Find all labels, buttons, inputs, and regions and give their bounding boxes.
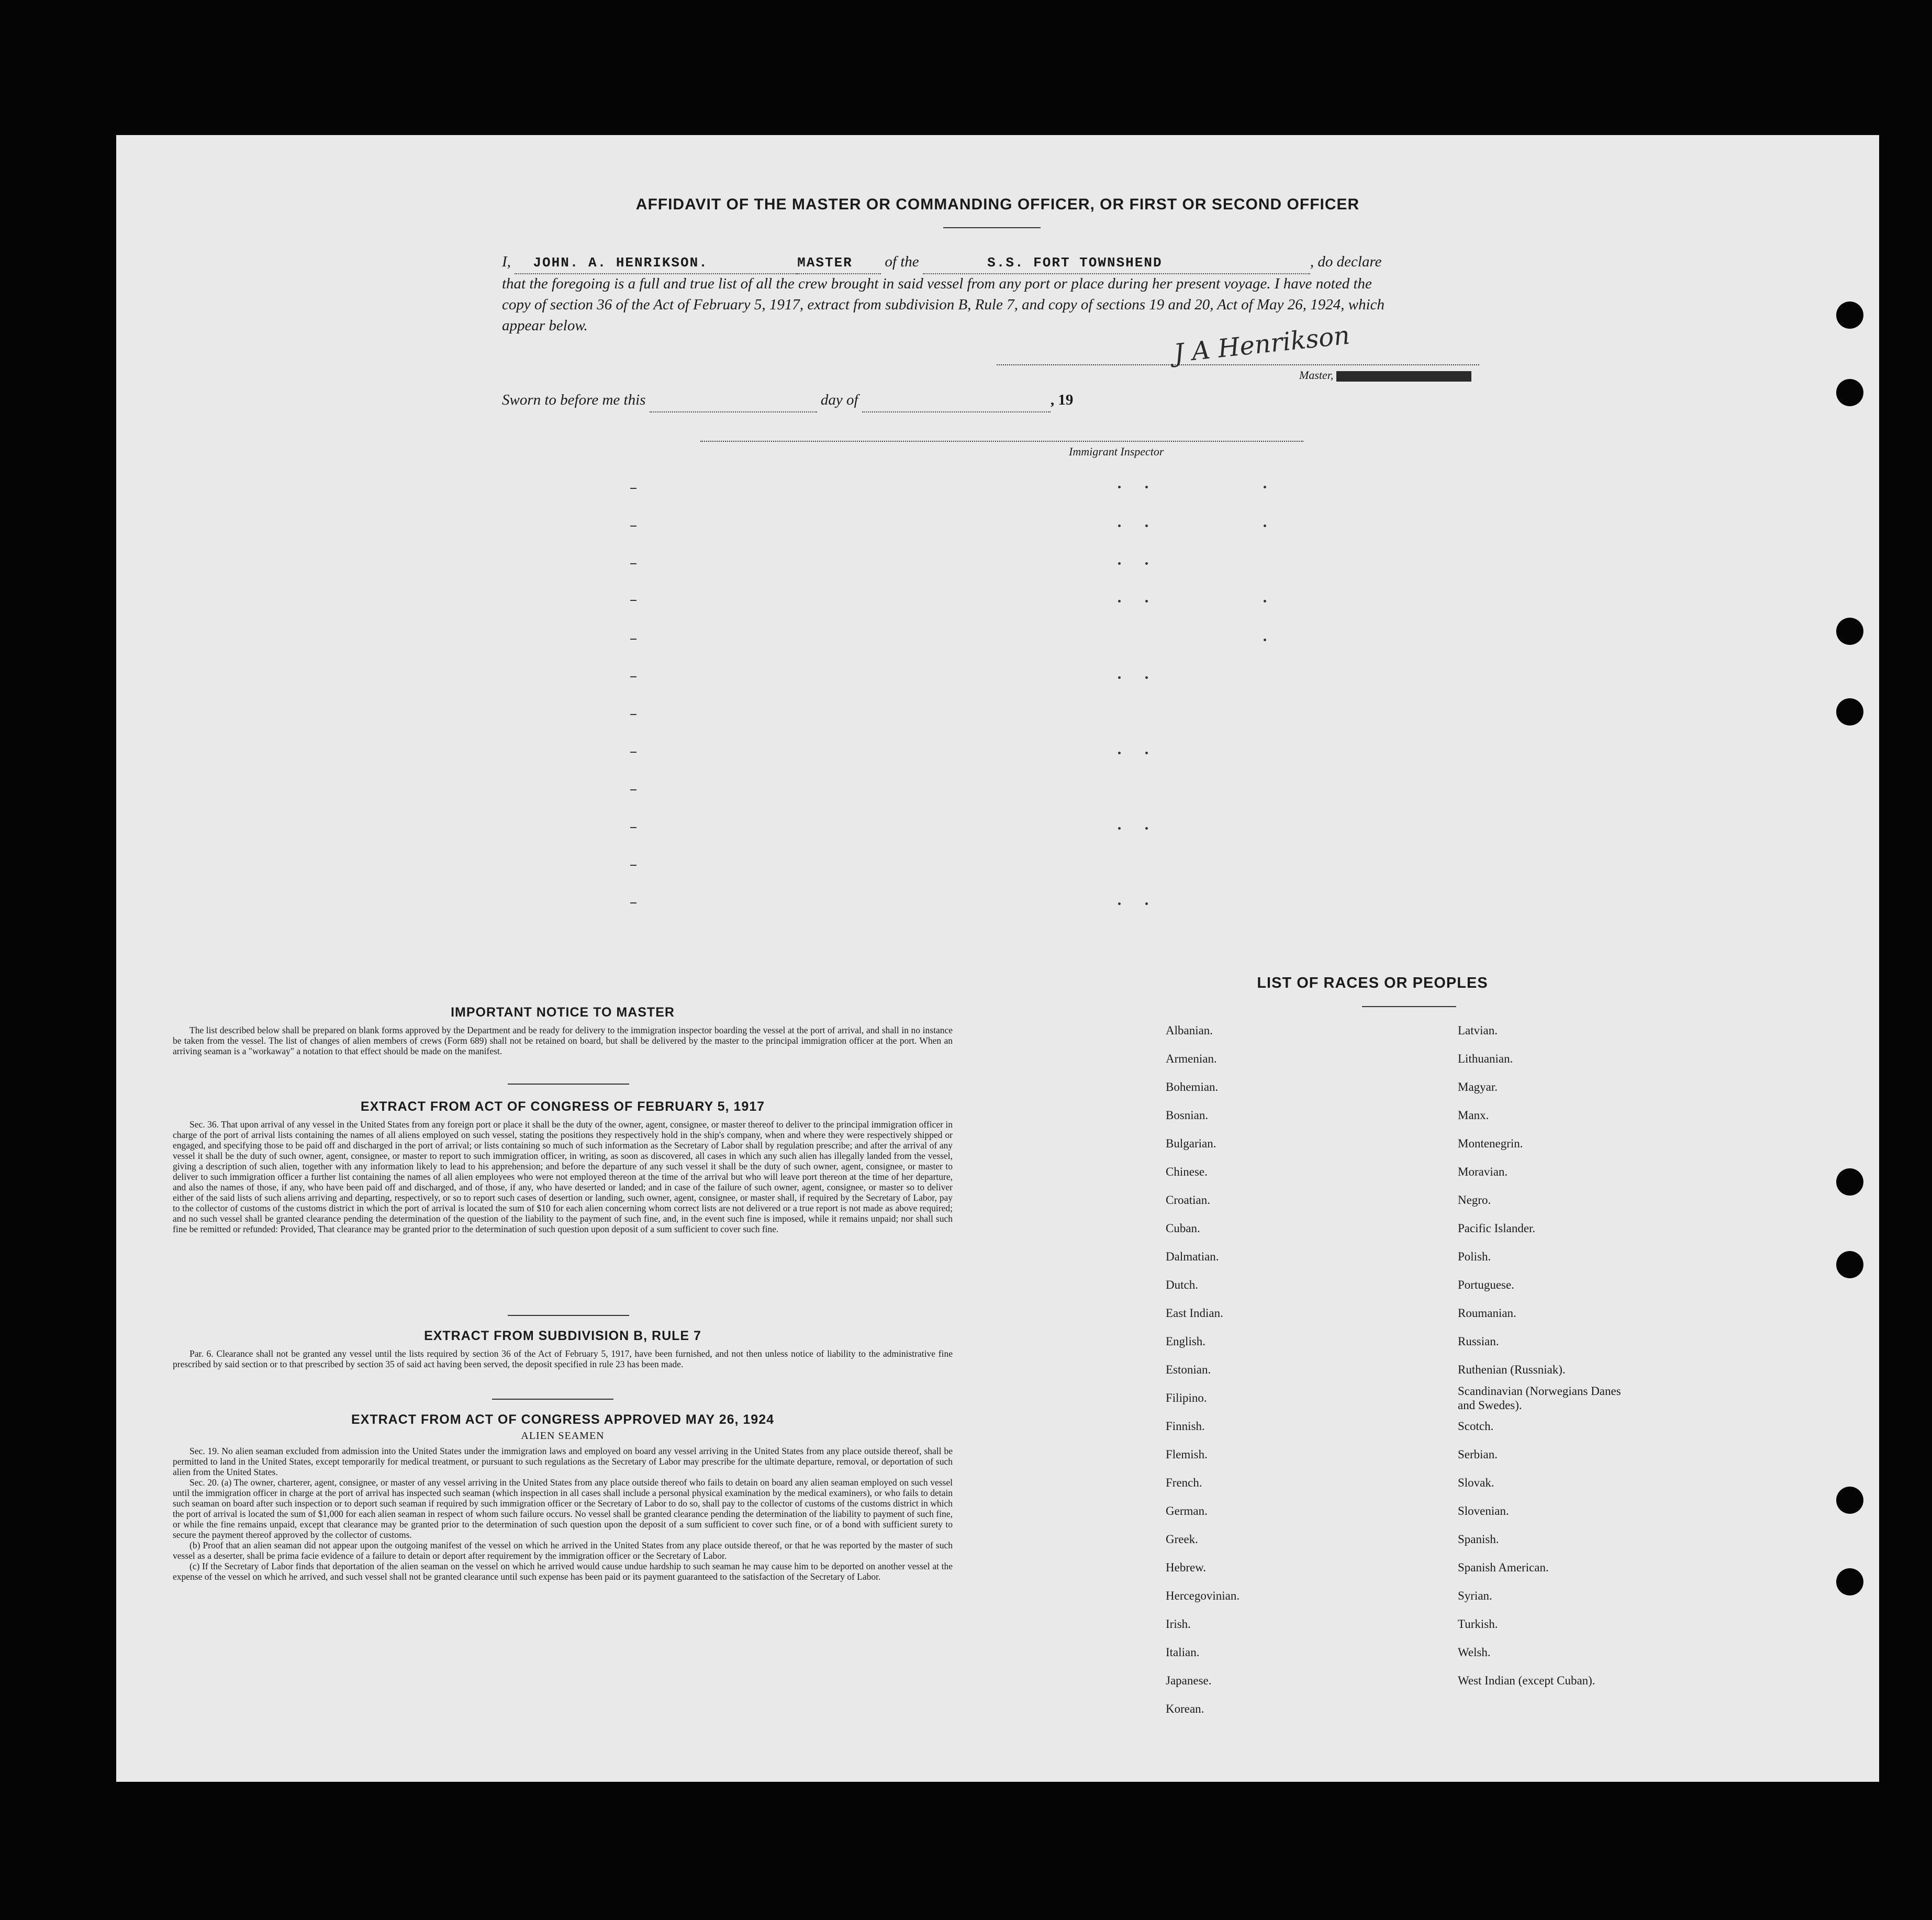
race-item: Bulgarian. — [1166, 1137, 1216, 1150]
race-item: Estonian. — [1166, 1363, 1211, 1376]
race-item: Croatian. — [1166, 1193, 1210, 1207]
race-item: Greek. — [1166, 1533, 1198, 1546]
extract-1917-text: Sec. 36. That upon arrival of any vessel in the United States from any foreign port or place it shall be the duty of the owner, agent, consignee, or master thereof to deliver to the principal immigration officer in charge of the port of arrival lists containing the names of all aliens employed on such vessel, stating the positions they respectively hold in the ship's company, when and where they were respectively shipped or engaged, and specifying those to be paid off and discharged in the port of arrival; or lists containing so much of such information as the Secretary of Labor shall by regulation prescribe; and after the arrival of any vessel it shall be the duty of such owner, agent, consignee, or master to report to such immigration officer, in writing, as soon as discovered, all cases in which any such alien has illegally landed from the vessel, giving a description of such alien, together with any information likely to lead to his apprehension; and before the departure of any such vessel it shall be the duty of such owner, agent, consignee, or master to deliver to such immigration officer a further list containing the names of all alien employees who were not employed thereon at the time of the arrival but who will leave port thereon at the time of her departure, and also the names of those, if any, who have been paid off and discharged, and of those, if any, who have deserted or landed; and in case of the failure of such owner, agent, consignee, or master so to deliver either of the said lists of such aliens arriving and departing, respectively, or so to report such cases of desertion or landing, such owner, agent, consignee, or master shall, if required by the Secretary of Labor, pay to the collector of customs of the customs district in which the port of arrival is located the sum of $10 for each alien concerning whom correct lists are not delivered or a true report is not made as above required; and no such vessel shall be granted clearance pending the determination of the question of the liability to the payment of such fine, and, in the event such fine is imposed, while it remains unpaid; nor shall such fine be remitted or refunded: Provided, That clearance may be granted prior to the determination of such question upon deposit of a sum sufficient to cover such fine. — [173, 1119, 953, 1234]
subdivision-b-title: EXTRACT FROM SUBDIVISION B, RULE 7 — [424, 1329, 701, 1343]
document-page — [116, 135, 1879, 1782]
races-right-column — [1458, 1017, 1631, 1695]
races-left-column — [1166, 1017, 1239, 1723]
affidavit-title: AFFIDAVIT OF THE MASTER OR COMMANDING OFFICER, OR FIRST OR SECOND OFFICER — [635, 196, 1360, 213]
race-item: East Indian. — [1166, 1307, 1223, 1320]
day-of-label: day of — [820, 392, 858, 408]
notice-divider — [508, 1084, 629, 1085]
race-item: West Indian (except Cuban). — [1458, 1674, 1595, 1687]
race-item: Irish. — [1166, 1617, 1191, 1631]
rank: MASTER — [797, 255, 853, 271]
subdivision-b-text: Par. 6. Clearance shall not be granted any vessel until the lists required by section 36 of the Act of February 5, 1917, have been furnished, and not then unless notice of liability to the administrative fine prescribed by said section or to that prescribed by section 35 of said act having been served, the deposit specified in rule 23 has been made. — [173, 1348, 953, 1369]
race-item: Negro. — [1458, 1193, 1491, 1207]
race-item: Dutch. — [1166, 1278, 1198, 1291]
binder-hole — [1836, 1251, 1863, 1278]
race-item: Slovak. — [1458, 1476, 1494, 1489]
race-item: Russian. — [1458, 1335, 1499, 1348]
sworn-line — [502, 389, 1482, 412]
declaration-line-4: appear below. — [502, 317, 588, 334]
signature-line — [997, 364, 1479, 365]
race-item: Hercegovinian. — [1166, 1589, 1240, 1602]
race-item: Chinese. — [1166, 1165, 1208, 1178]
extract-1917-divider — [508, 1315, 629, 1316]
race-item: Welsh. — [1458, 1646, 1491, 1659]
race-item: Finnish. — [1166, 1420, 1205, 1433]
race-item: Moravian. — [1458, 1165, 1508, 1178]
sec-20a-text: Sec. 20. (a) The owner, charterer, agent, consignee, or master of any vessel arriving in the United States from any place outside thereof who fails to detain on board any alien seaman employed on such vessel until the immigration officer in charge at the port of arrival has inspected such seaman (which inspection in all cases shall include a personal physical examination by the medical examiners), or who fails to detain such seaman on board after such inspection or to deport such seaman if required by such immigration officer or the Secretary of Labor to do so, shall pay to the collector of customs of the customs district in which the port of arrival is located the sum of $1,000 for each alien seaman in respect of whom such failure occurs. No vessel shall be granted clearance pending the determination of the liability to payment of such fine, or while the fine remains unpaid, except that clearance may be granted prior to the determination of such question upon the deposit of a sum sufficient to cover such fine, or of a bond with sufficient surety to secure the payment thereof approved by the collector of customs. — [173, 1477, 953, 1540]
sec-19-text: Sec. 19. No alien seaman excluded from admission into the United States under the immigration laws and employed on board any vessel arriving in the United States from any place outside thereof, shall be permitted to land in the United States, except temporarily for medical treatment, or pursuant to such regulations as the Secretary of Labor may prescribe for the ultimate departure, removal, or deportation of such alien from the United States. — [173, 1446, 953, 1477]
race-item: Armenian. — [1166, 1052, 1217, 1065]
race-item: Scotch. — [1458, 1420, 1494, 1433]
race-item: Lithuanian. — [1458, 1052, 1513, 1065]
notice-text: The list described below shall be prepared on blank forms approved by the Department and be ready for delivery to the immigration inspector boarding the vessel at the port of arrival, and shall in no instance be taken from the vessel. The list of changes of alien members of crews (Form 689) shall not be retained on board, but shall be delivered by the master to the principal immigration officer at the port. When an arriving seaman is a "workaway" a notation to that effect should be made on the manifest. — [173, 1025, 953, 1056]
binder-hole — [1836, 1168, 1863, 1196]
vessel-field — [923, 252, 1310, 274]
race-item: Bohemian. — [1166, 1080, 1219, 1093]
master-name: JOHN. A. HENRIKSON. — [533, 255, 708, 271]
declaration-line-3: copy of section 36 of the Act of February 5, 1917, extract from subdivision B, Rule 7, and copy of sections 19 and 20, Act of May 26, 1924, which — [502, 296, 1385, 313]
alien-seamen-subtitle: ALIEN SEAMEN — [521, 1430, 605, 1442]
inspector-label: Immigrant Inspector — [1069, 445, 1164, 458]
race-item: Spanish American. — [1458, 1561, 1549, 1574]
race-item: Flemish. — [1166, 1448, 1208, 1461]
subdivision-b-divider — [492, 1399, 613, 1400]
redaction-stamp — [1336, 371, 1471, 382]
race-item: Manx. — [1458, 1109, 1489, 1122]
race-item: Spanish. — [1458, 1533, 1499, 1546]
races-title: LIST OF RACES OR PEOPLES — [1257, 975, 1488, 991]
i-label: I, — [502, 253, 511, 270]
sworn-label: Sworn to before me this — [502, 392, 646, 408]
race-item: Italian. — [1166, 1646, 1200, 1659]
race-item: Scandinavian (Norwegians Danes and Swedes). — [1458, 1385, 1621, 1412]
of-the-label: of the — [885, 253, 919, 270]
extract-1924-title: EXTRACT FROM ACT OF CONGRESS APPROVED MAY 26, 1924 — [351, 1412, 775, 1427]
race-item: Pacific Islander. — [1458, 1222, 1536, 1235]
race-item: Latvian. — [1458, 1024, 1498, 1037]
race-item: Japanese. — [1166, 1674, 1212, 1687]
races-title-underline — [1362, 1006, 1456, 1007]
master-signature: J A Henrikson — [1172, 320, 1352, 369]
binder-hole — [1836, 618, 1863, 645]
master-label: Master, — [1299, 369, 1334, 382]
do-declare-label: , do declare — [1310, 253, 1382, 270]
race-item: English. — [1166, 1335, 1206, 1348]
binder-hole — [1836, 698, 1863, 725]
binder-hole — [1836, 1487, 1863, 1514]
race-item: French. — [1166, 1476, 1202, 1489]
master-name-field — [515, 252, 797, 274]
extract-1917-title: EXTRACT FROM ACT OF CONGRESS OF FEBRUARY 5, 1917 — [360, 1099, 765, 1114]
race-item: Ruthenian (Russniak). — [1458, 1363, 1566, 1376]
race-item: Slovenian. — [1458, 1504, 1509, 1517]
race-item: Magyar. — [1458, 1080, 1498, 1093]
race-item: Korean. — [1166, 1702, 1204, 1715]
race-item: Bosnian. — [1166, 1109, 1209, 1122]
binder-hole — [1836, 1568, 1863, 1595]
sec-20b-text: (b) Proof that an alien seaman did not appear upon the outgoing manifest of the vessel on which he arrived in the United States from any place outside thereof, or that he was reported by the master of such vessel as a deserter, shall be prima facie evidence of a failure to detain or deport after requirement by the immigration officer or the Secretary of Labor. — [173, 1540, 953, 1561]
sec-20c-text: (c) If the Secretary of Labor finds that deportation of the alien seaman on the vessel on which he arrived would cause undue hardship to such seaman he may cause him to be deported on another vessel at the expense of the vessel on which he arrived, and such vessel shall not be granted clearance until such expense has been paid or its payment guaranteed to the satisfaction of the Secretary of Labor. — [173, 1561, 953, 1582]
race-item: Albanian. — [1166, 1024, 1213, 1037]
declaration-line-2: that the foregoing is a full and true list of all the crew brought in said vessel from any port or place during her present voyage. I have noted the — [502, 275, 1372, 292]
extract-1924-text — [173, 1446, 953, 1582]
master-label-line — [1299, 369, 1471, 382]
race-item: Dalmatian. — [1166, 1250, 1219, 1263]
sworn-month-field — [862, 390, 1051, 412]
race-item: Polish. — [1458, 1250, 1491, 1263]
year-prefix: , 19 — [1050, 392, 1074, 408]
race-item: Syrian. — [1458, 1589, 1492, 1602]
race-item: Cuban. — [1166, 1222, 1200, 1235]
inspector-line — [700, 441, 1303, 442]
race-item: German. — [1166, 1504, 1208, 1517]
race-item: Montenegrin. — [1458, 1137, 1523, 1150]
notice-title: IMPORTANT NOTICE TO MASTER — [451, 1005, 675, 1020]
race-item: Hebrew. — [1166, 1561, 1207, 1574]
binder-hole — [1836, 302, 1863, 329]
rank-field — [797, 252, 881, 274]
sworn-day-field — [650, 390, 817, 412]
race-item: Filipino. — [1166, 1391, 1207, 1404]
race-item: Turkish. — [1458, 1617, 1498, 1631]
vessel-name: S.S. FORT TOWNSHEND — [987, 255, 1163, 271]
race-item: Roumanian. — [1458, 1307, 1516, 1320]
binder-hole — [1836, 379, 1863, 406]
race-item: Portuguese. — [1458, 1278, 1514, 1291]
title-underline — [943, 227, 1041, 228]
declaration-line-1 — [502, 251, 1482, 274]
race-item: Serbian. — [1458, 1448, 1498, 1461]
